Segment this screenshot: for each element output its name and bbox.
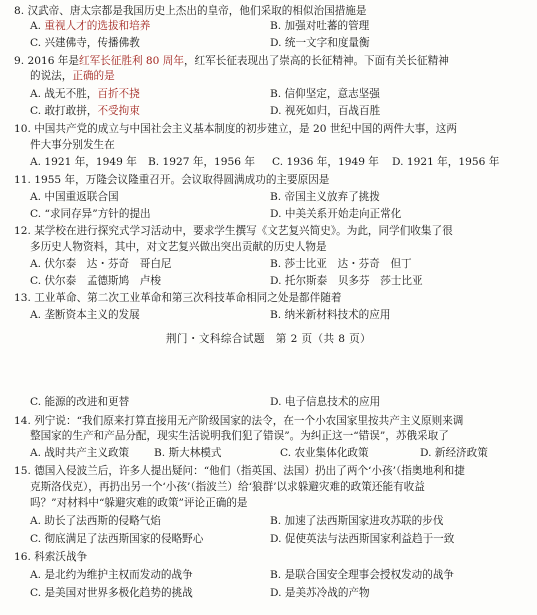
q13-option-b: B. 纳米新材料技术的应用 xyxy=(270,309,391,321)
q16-option-b: B. 是联合国安全理事会授权发动的战争 xyxy=(270,569,455,581)
q16-stem: 16. 科索沃战争 xyxy=(14,551,88,563)
q8-option-a-prefix: A. xyxy=(30,20,45,32)
q9-option-c xyxy=(30,104,140,118)
q9-stem-line1 xyxy=(14,54,449,68)
q11-option-a: A. 中国重返联合国 xyxy=(30,191,119,203)
page-footer: 荆门・文科综合试题 第 2 页（共 8 页） xyxy=(165,333,372,345)
q8-stem-text: 8. 汉武帝、唐太宗都是我国历史上杰出的皇帝，他们采取的相似治国措施是 xyxy=(14,5,367,17)
q15-option-a: A. 助长了法西斯的侵略气焰 xyxy=(30,515,161,527)
q13-option-c: C. 能源的改进和更替 xyxy=(30,396,130,408)
q13-option-d: D. 电子信息技术的应用 xyxy=(270,396,381,408)
q15-stem-line1: 15. 德国入侵波兰后，许多人提出疑问：“他们（指英国、法国）扔出了两个‘小孩’（指奥地利和捷 xyxy=(14,465,465,477)
q9-stem-part2: ，红军长征表现出了崇高的长征精神。下面有关长征精神 xyxy=(183,55,449,67)
q9-stem-highlight2: 正确的是 xyxy=(72,70,115,82)
q10-option-c: C. 1936 年，1949 年 xyxy=(272,156,379,168)
q15-option-c: C. 彻底满足了法西斯国家的侵略野心 xyxy=(30,533,204,545)
q14-stem-line1: 14. 列宁说：“我们原来打算直接用无产阶级国家的法令，在一个小农国家里按共产主义原则来调 xyxy=(14,415,464,427)
q8-stem xyxy=(14,4,366,18)
q11-option-d: D. 中美关系开始走向正常化 xyxy=(270,208,402,220)
q9-option-d: D. 视死如归，百战百胜 xyxy=(270,105,381,117)
q9-option-a xyxy=(30,87,140,101)
q12-stem-line1: 12. 某学校在进行探究式学习活动中，要求学生撰写《文艺复兴简史》。为此，同学们收集了很 xyxy=(14,225,453,237)
q12-option-d: D. 托尔斯泰 贝多芬 莎士比亚 xyxy=(270,275,423,287)
q10-stem-line1: 10. 中国共产党的成立与中国社会主义基本制度的初步建立，是 20 世纪中国的两件大事，这两 xyxy=(14,123,457,135)
q8-option-b: B. 加强对吐蕃的管理 xyxy=(270,20,370,32)
q14-stem-line2: 整国家的生产和产品分配，现实生活说明我们犯了错误”。为纠正这一“错误”，苏俄采取了 xyxy=(30,430,449,442)
q14-option-c: C. 农业集体化政策 xyxy=(280,447,369,459)
q16-option-d: D. 是美苏冷战的产物 xyxy=(270,587,370,599)
q9-option-a-highlight: 百折不挠 xyxy=(97,88,140,100)
q15-option-b: B. 加速了法西斯国家进攻苏联的步伐 xyxy=(270,515,444,527)
q12-option-b: B. 莎士比亚 达・芬奇 但丁 xyxy=(270,258,412,270)
q15-option-d: D. 促使英法与法西斯国家利益趋于一致 xyxy=(270,533,455,545)
q9-option-a-text: A. 战无不胜， xyxy=(30,88,98,100)
q11-option-b: B. 帝国主义放弃了挑拨 xyxy=(270,191,380,203)
q8-option-d: D. 统一文字和度量衡 xyxy=(270,37,370,49)
q15-stem-line3: 吗？”对材料中“躲避灾难的政策”评论正确的是 xyxy=(30,497,248,509)
q9-stem-line2 xyxy=(30,69,115,83)
q9-option-c-highlight: 不受拘束 xyxy=(97,105,140,117)
q9-stem-highlight: 红军长征胜利 80 周年 xyxy=(79,55,184,67)
q12-stem-line2: 多历史人物资料，其中，对文艺复兴做出突出贡献的历史人物是 xyxy=(30,241,327,253)
q13-stem: 13. 工业革命、第二次工业革命和第三次科技革命相同之处是都伴随着 xyxy=(14,292,342,304)
q9-stem-part3: 的说法， xyxy=(30,70,73,82)
q11-option-c: C. “求同存异”方针的提出 xyxy=(30,208,151,220)
q10-option-d: D. 1921 年，1956 年 xyxy=(392,156,500,168)
q11-stem: 11. 1955 年，万隆会议隆重召开。会议取得圆满成功的主要原因是 xyxy=(14,174,330,186)
q8-option-a-highlight: 重视人才的选拔和培养 xyxy=(44,20,151,32)
q10-option-a: A. 1921 年，1949 年 xyxy=(30,156,137,168)
q9-stem-part1: 9. 2016 年是 xyxy=(14,55,79,67)
q16-option-c: C. 是美国对世界多极化趋势的挑战 xyxy=(30,587,193,599)
q14-option-d: D. 新经济政策 xyxy=(420,447,488,459)
q14-option-b: B. 斯大林模式 xyxy=(154,447,222,459)
q8-option-a xyxy=(30,19,150,33)
q10-stem-line2: 件大事分别发生在 xyxy=(30,139,115,151)
q15-stem-line2: 克斯洛伐克），再扔出另一个‘小孩’（指波兰）给‘狼群’以求躲避灾难的政策还能有收益 xyxy=(30,481,425,493)
q16-option-a: A. 是北约为维护主权而发动的战争 xyxy=(30,569,193,581)
q9-option-b: B. 信仰坚定，意志坚强 xyxy=(270,88,380,100)
q8-option-c: C. 兴建佛寺，传播佛教 xyxy=(30,37,140,49)
q13-option-a: A. 垄断资本主义的发展 xyxy=(30,309,140,321)
q12-option-a: A. 伏尔泰 达・芬奇 哥白尼 xyxy=(30,258,172,270)
q14-option-a: A. 战时共产主义政策 xyxy=(30,447,130,459)
q12-option-c: C. 伏尔泰 孟德斯鸠 卢梭 xyxy=(30,275,161,287)
q10-option-b: B. 1927 年，1956 年 xyxy=(148,156,255,168)
q9-option-c-text: C. 敢打敢拼， xyxy=(30,105,98,117)
